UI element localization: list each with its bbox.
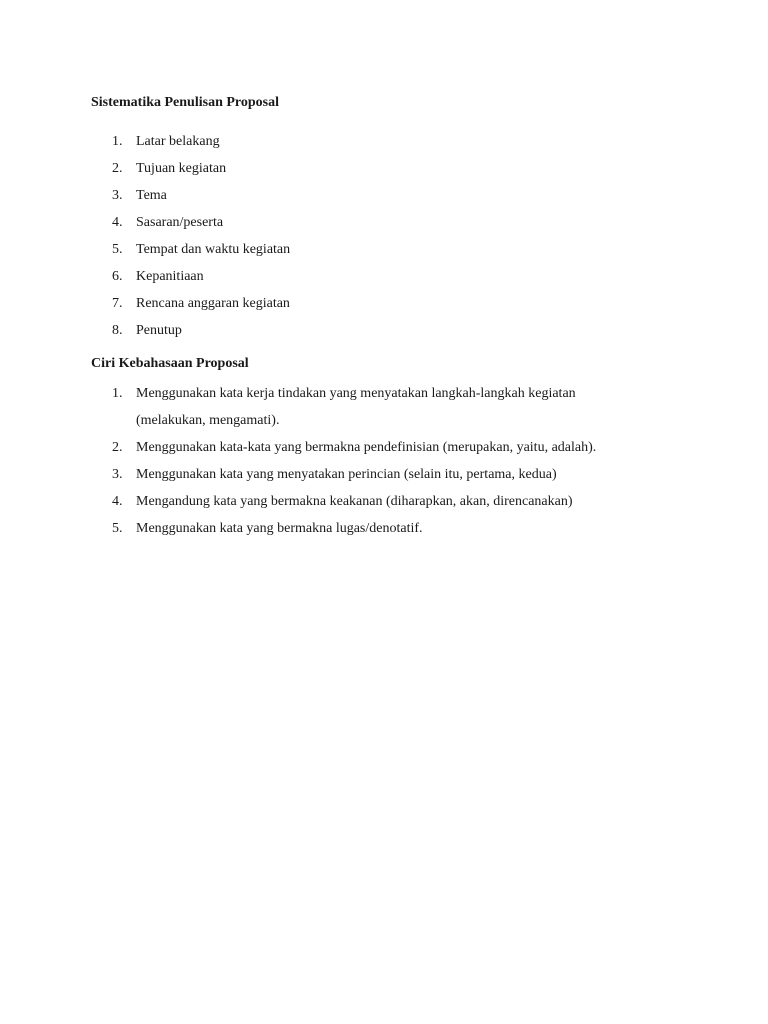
list-item	[0, 488, 636, 515]
list-item-number: 2.	[112, 440, 123, 455]
sistematika-list	[0, 128, 636, 344]
list-item-number: 8.	[112, 323, 123, 338]
list-item	[0, 515, 636, 542]
list-item-number: 1.	[112, 386, 123, 401]
list-item-text: Menggunakan kata yang menyatakan perincian (selain itu, pertama, kedua)	[136, 467, 557, 482]
list-item-text: Tempat dan waktu kegiatan	[136, 242, 291, 257]
list-item	[0, 380, 636, 434]
list-item-number: 4.	[112, 215, 123, 230]
list-item-text-line2: (melakukan, mengamati).	[136, 413, 280, 428]
list-item-text: Mengandung kata yang bermakna keakanan (diharapkan, akan, direncanakan)	[136, 494, 573, 509]
list-item-number: 7.	[112, 296, 123, 311]
list-item-number: 3.	[112, 188, 123, 203]
list-item	[0, 317, 636, 344]
list-item-text: Tema	[136, 188, 167, 203]
list-item-number: 2.	[112, 161, 123, 176]
list-item-text: Rencana anggaran kegiatan	[136, 296, 290, 311]
list-item-text: Latar belakang	[136, 134, 220, 149]
list-item	[0, 263, 636, 290]
list-item-text: Menggunakan kata yang bermakna lugas/denotatif.	[136, 521, 423, 536]
list-item-number: 1.	[112, 134, 123, 149]
section-title-sistematika: Sistematika Penulisan Proposal	[91, 95, 279, 110]
list-item-number: 5.	[112, 242, 123, 257]
list-item	[0, 128, 636, 155]
list-item-text: Menggunakan kata-kata yang bermakna pendefinisian (merupakan, yaitu, adalah).	[136, 440, 597, 455]
list-item-number: 4.	[112, 494, 123, 509]
list-item-text: Tujuan kegiatan	[136, 161, 227, 176]
list-item-number: 3.	[112, 467, 123, 482]
list-item-text: Kepanitiaan	[136, 269, 204, 284]
list-item-text: Penutup	[136, 323, 182, 338]
list-item-text-line1: Menggunakan kata kerja tindakan yang menyatakan langkah-langkah kegiatan	[136, 386, 576, 401]
section-title-ciri-kebahasaan: Ciri Kebahasaan Proposal	[91, 356, 249, 371]
list-item-text: Sasaran/peserta	[136, 215, 224, 230]
list-item-number: 6.	[112, 269, 123, 284]
list-item	[0, 461, 636, 488]
ciri-kebahasaan-list	[0, 380, 636, 542]
list-item	[0, 236, 636, 263]
list-item	[0, 290, 636, 317]
list-item	[0, 182, 636, 209]
list-item	[0, 209, 636, 236]
list-item	[0, 434, 636, 461]
list-item	[0, 155, 636, 182]
list-item-number: 5.	[112, 521, 123, 536]
